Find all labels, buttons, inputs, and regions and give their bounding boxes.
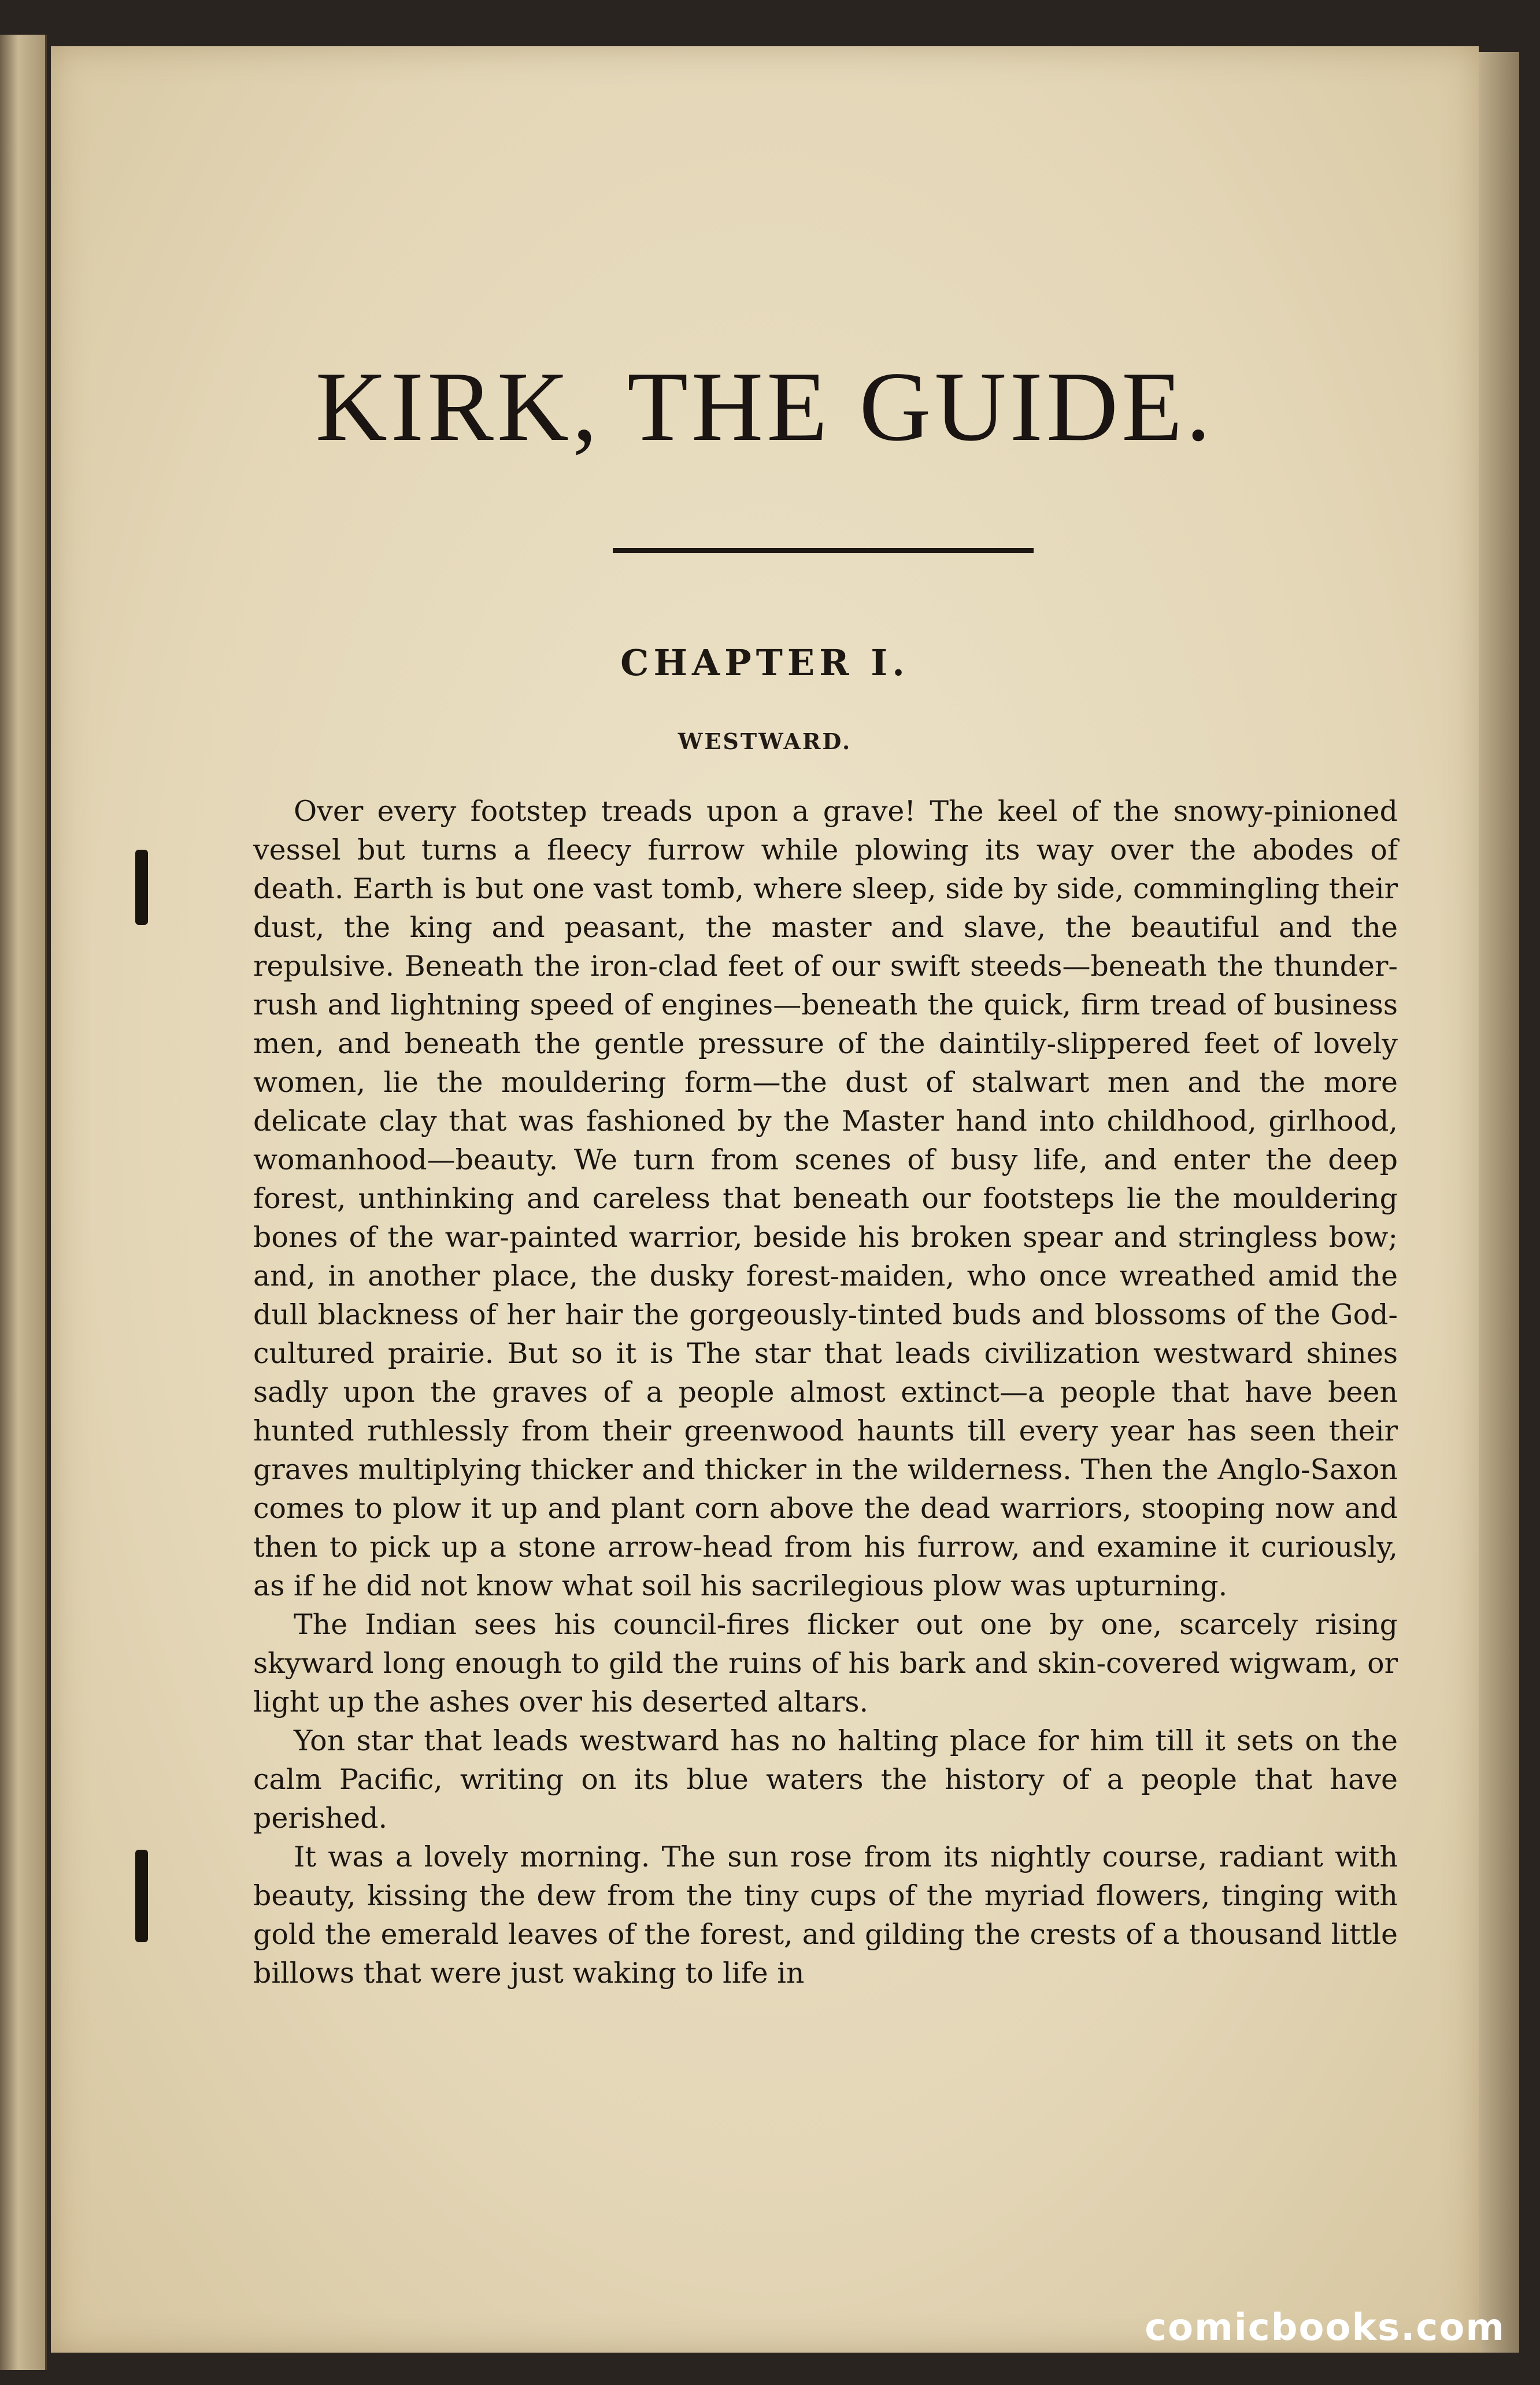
paragraph: Yon star that leads westward has no halting place for him till it sets on the calm Pacific, writing on its blue waters the history of a people that have perished. xyxy=(253,1724,1398,1835)
paragraph: The Indian sees his council-fires flicker out one by one, scarcely rising skyward long enough to gild the ruins of his bark and skin-covered wigwam, or light up the ashes over his deserted altars. xyxy=(253,1608,1398,1719)
binding-stitch-mark xyxy=(135,1850,148,1942)
right-page-edge xyxy=(1479,52,1519,2353)
chapter-subtitle: WESTWARD. xyxy=(678,728,852,754)
bleed-through-text xyxy=(305,191,1450,856)
paragraph: It was a lovely morning. The sun rose from its nightly course, radiant with beauty, kissing the dew from the tiny cups of the myriad flowers, tinging with gold the emerald leaves of the forest, and gilding the crests of a thousand little billows that were just waking to life in xyxy=(253,1840,1398,1990)
chapter-heading: CHAPTER I. xyxy=(620,642,909,684)
title-divider xyxy=(613,548,1034,553)
paragraph: Over every footstep treads upon a grave! The keel of the snowy-pinioned vessel but turns a fleecy furrow while plowing its way over the abodes of death. Earth is but one vast tomb, where sleep, side by side, commingling their dust, the king and peasant, the master and slave, the beautiful and the repulsive. Beneath the iron-clad feet of our swift steeds—beneath the thunder-rush and lightning speed of engines—beneath the quick, firm tread of business men, and beneath the gentle pressure of the daintily-slippered feet of lovely women, lie the mouldering form—the dust of stalwart men and the more delicate clay that was fashioned by the Master hand into childhood, girlhood, womanhood—beauty. We turn from scenes of busy life, and enter the deep forest, unthinking and careless that beneath our footsteps lie the mouldering bones of the war-painted warrior, beside his broken spear and stringless bow; and, in another place, the dusky forest-maiden, who once wreathed amid the dull blackness of her hair the gorgeously-tinted buds and blossoms of the God-cultured prairie. But so it is The star that leads civilization westward shines sadly upon the graves of a people almost extinct—a people that have been hunted ruthlessly from their greenwood haunts till every year has seen their graves multiplying thicker and thicker in the wilderness. Then the Anglo-Saxon comes to plow it up and plant corn above the dead warriors, stooping now and then to pick up a stone arrow-head from his furrow, and examine it curiously, as if he did not know what soil his sacrilegious plow was upturning. xyxy=(253,795,1398,1602)
watermark: comicbooks.com xyxy=(1145,2306,1505,2349)
body-text xyxy=(253,792,1398,1993)
left-page-edge xyxy=(0,35,47,2370)
binding-stitch-mark xyxy=(135,850,148,925)
page-title: KIRK, THE GUIDE. xyxy=(315,352,1215,462)
book-page xyxy=(51,46,1479,2353)
